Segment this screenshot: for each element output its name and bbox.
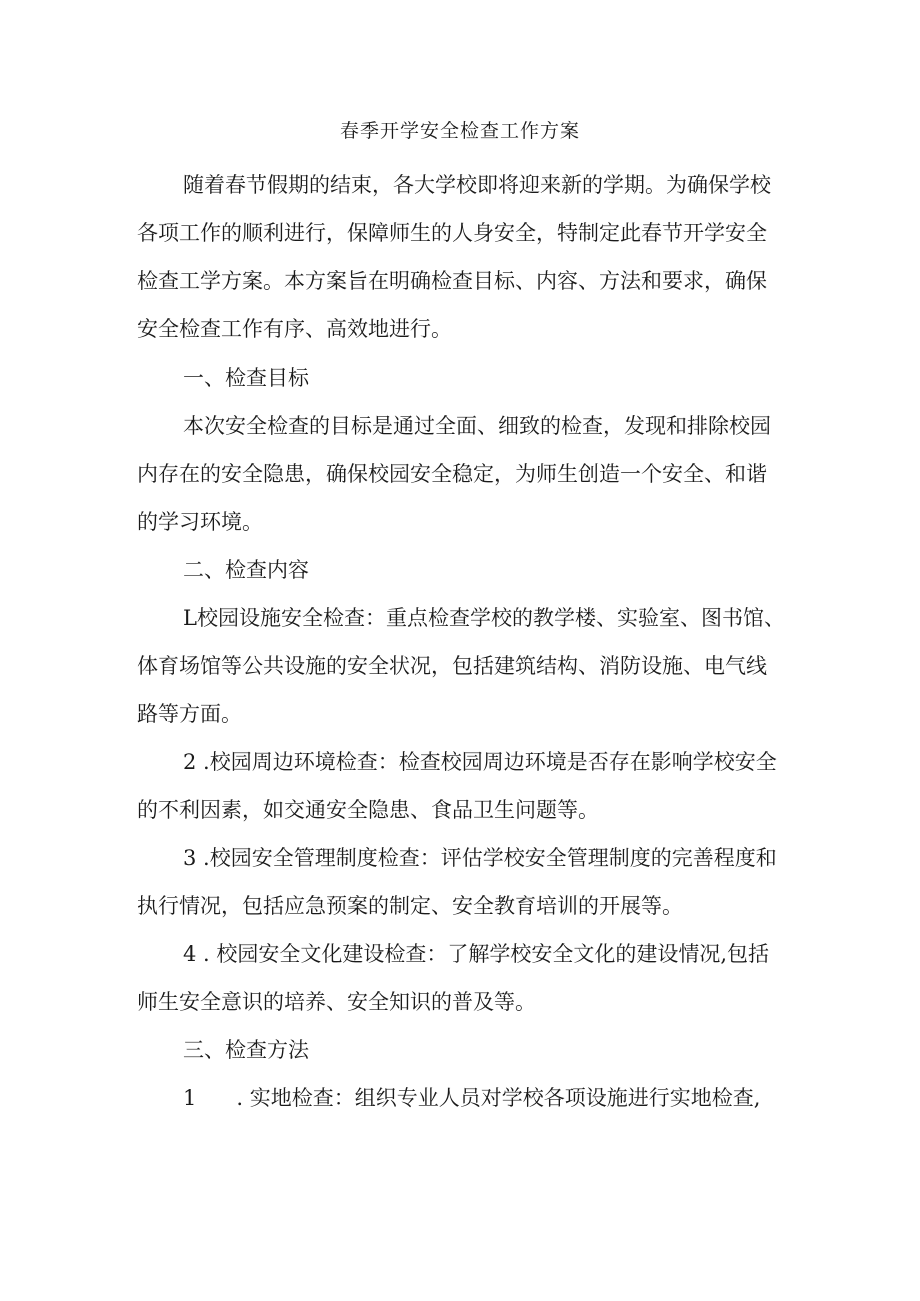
section-heading: 三、检查方法: [183, 1038, 309, 1062]
list-item-line: 3 .校园安全管理制度检查：评估学校安全管理制度的完善程度和: [183, 846, 777, 870]
list-item-line: [183, 1083, 797, 1113]
section-body-line: 本次安全检查的目标是通过全面、细致的检查，发现和排除校园: [183, 414, 771, 438]
list-item-number: 1: [183, 1086, 197, 1110]
intro-line: 安全检查工作有序、高效地进行。: [137, 317, 452, 341]
list-item-line: 执行情况，包括应急预案的制定、安全教育培训的开展等。: [137, 894, 683, 918]
list-item-line: 2 .校园周边环境检查：检查校园周边环境是否存在影响学校安全: [183, 750, 777, 774]
list-item-line: 师生安全意识的培养、安全知识的普及等。: [137, 990, 536, 1014]
section-heading: 一、检查目标: [183, 366, 309, 390]
list-item-text: . 实地检查：组织专业人员对学校各项设施进行实地检查,: [236, 1086, 761, 1110]
intro-line: 各项工作的顺利进行，保障师生的人身安全，特制定此春节开学安全: [137, 221, 767, 245]
section-body-line: 内存在的安全隐患，确保校园安全稳定，为师生创造一个安全、和谐: [137, 462, 767, 486]
section-body-line: 的学习环境。: [137, 510, 263, 534]
list-item-line: 4 . 校园安全文化建设检查：了解学校安全文化的建设情况,包括: [183, 942, 770, 966]
list-item-line: L校园设施安全检查：重点检查学校的教学楼、实验室、图书馆、: [183, 606, 785, 630]
list-item-line: 路等方面。: [137, 702, 242, 726]
list-item-line: 的不利因素，如交通安全隐患、食品卫生问题等。: [137, 798, 599, 822]
intro-line: 随着春节假期的结束，各大学校即将迎来新的学期。为确保学校: [183, 173, 771, 197]
document-title: 春季开学安全检查工作方案: [339, 120, 580, 142]
list-item-line: 体育场馆等公共设施的安全状况，包括建筑结构、消防设施、电气线: [137, 654, 767, 678]
section-heading: 二、检查内容: [183, 558, 309, 582]
intro-line: 检查工学方案。本方案旨在明确检查目标、内容、方法和要求，确保: [137, 269, 767, 293]
